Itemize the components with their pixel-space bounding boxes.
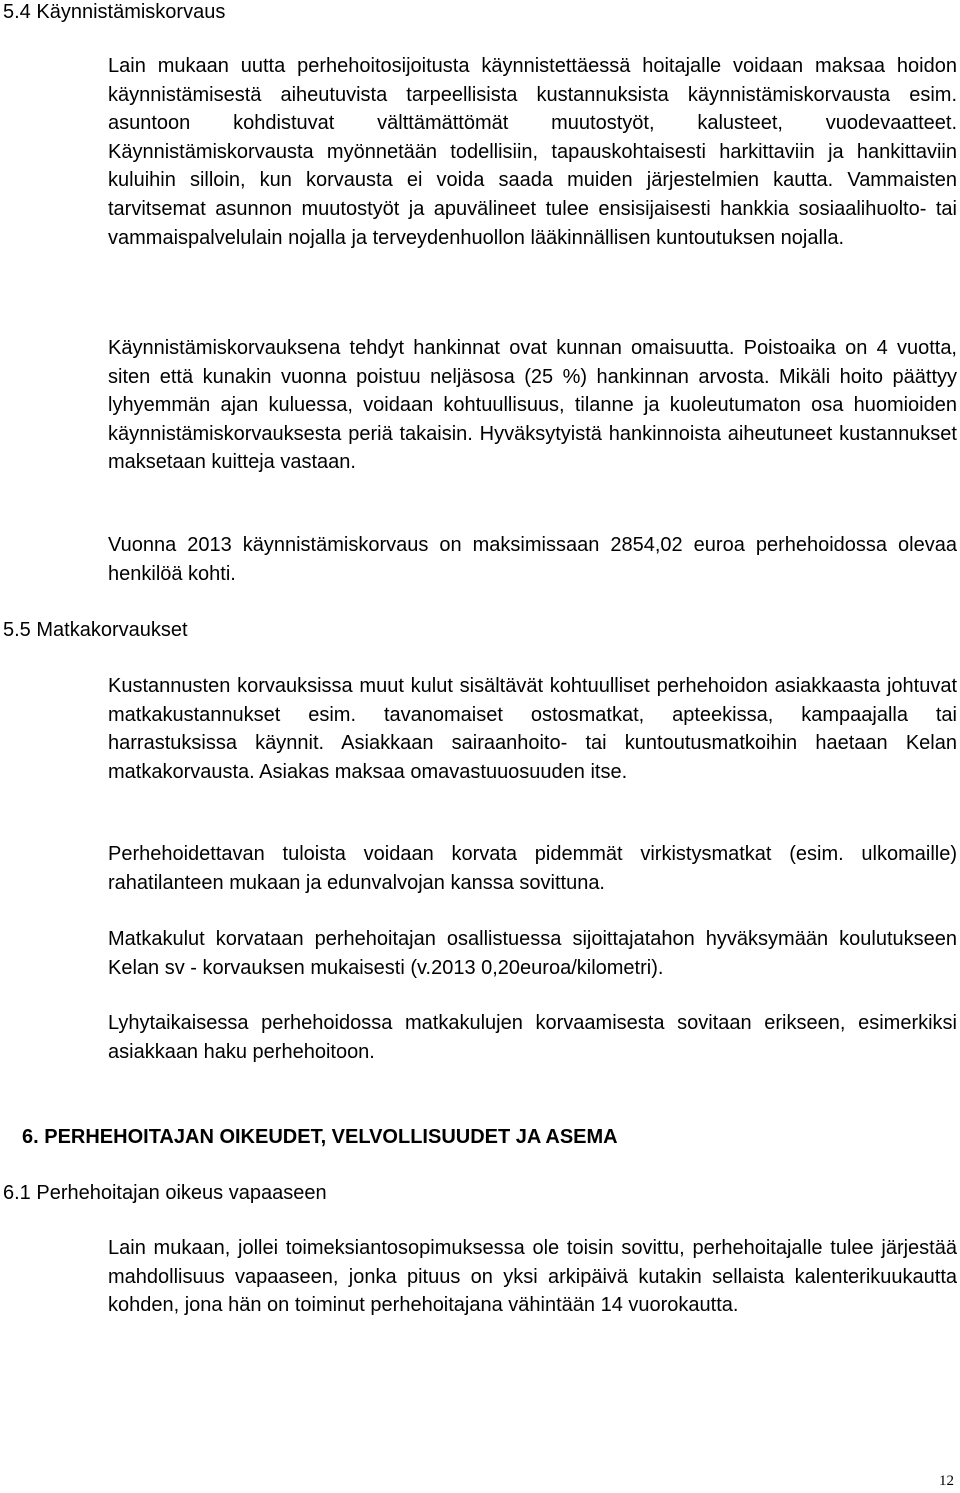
section-heading-5-5: 5.5 Matkakorvaukset [3, 619, 188, 641]
paragraph-training-travel: Matkakulut korvataan perhehoitajan osallistuessa sijoittajatahon hyväksymään koulutukseen Kelan sv - korvauksen mukaisesti (v.2013 0,20euroa/kilometri). [108, 928, 957, 979]
paragraph-short-term-care-travel: Lyhytaikaisessa perhehoidossa matkakulujen korvaamisesta sovitaan erikseen, esimerkiksi asiakkaan haku perhehoitoon. [108, 1012, 957, 1063]
paragraph-right-to-leave: Lain mukaan, jollei toimeksiantosopimuksessa ole toisin sovittu, perhehoitajalle tulee järjestää mahdollisuus vapaaseen, jonka pituus on yksi arkipäivä kutakin sellaista kalenterikuukautta kohden, jona hän on toiminut perhehoitajana vähintään 14 vuorokautta. [108, 1237, 957, 1317]
page-number: 12 [939, 1473, 954, 1489]
section-heading-5-4: 5.4 Käynnistämiskorvaus [3, 1, 226, 23]
paragraph-startup-compensation-intro: Lain mukaan uutta perhehoitosijoitusta käynnistettäessä hoitajalle voidaan maksaa hoidon käynnistämisestä aiheutuvista tarpeellisista kustannuksista käynnistämiskorvausta esim. asuntoon kohdistuvat välttämättömät muutostyöt, kalusteet, vuodevaatteet. Käynnistämiskorvausta myönnetään todellisiin, tapauskohtaisesti harkittaviin ja hankittaviin kuluihin silloin, kun korvausta ei voida saada muiden järjestelmien kautta. Vammaisten tarvitsemat asunnon muutostyöt ja apuvälineet tulee ensisijaisesti hankkia sosiaalihuolto- tai vammaispalvelulain nojalla ja terveydenhuollon lääkinnällisen kuntoutuksen nojalla. [108, 55, 957, 249]
section-heading-6: 6. PERHEHOITAJAN OIKEUDET, VELVOLLISUUDET JA ASEMA [22, 1126, 618, 1148]
paragraph-startup-maximum-2013: Vuonna 2013 käynnistämiskorvaus on maksimissaan 2854,02 euroa perhehoidossa olevaa henkilöä kohti. [108, 534, 957, 585]
paragraph-travel-costs-included: Kustannusten korvauksissa muut kulut sisältävät kohtuulliset perhehoidon asiakkaasta johtuvat matkakustannukset esim. tavanomaiset ostosmatkat, apteekissa, kampaajalla tai harrastuksissa käynnit. Asiakkaan sairaanhoito- tai kuntoutusmatkoihin haetaan Kelan matkakorvausta. Asiakas maksaa omavastuuosuuden itse. [108, 675, 957, 783]
paragraph-startup-purchases-ownership: Käynnistämiskorvauksena tehdyt hankinnat ovat kunnan omaisuutta. Poistoaika on 4 vuotta, siten että kunakin vuonna poistuu neljäsosa (25 %) hankinnan arvosta. Mikäli hoito päättyy lyhyemmän ajan kuluessa, voidaan kohtuullisuus, tilanne ja kuoleutumaton osa huomioiden käynnistämiskorvauksesta periä takaisin. Hyväksytyistä hankinnoista aiheutuneet kustannukset maksetaan kuitteja vastaan. [108, 337, 957, 474]
section-heading-6-1: 6.1 Perhehoitajan oikeus vapaaseen [3, 1182, 327, 1204]
paragraph-recreational-trips: Perhehoidettavan tuloista voidaan korvata pidemmät virkistysmatkat (esim. ulkomaille) rahatilanteen mukaan ja edunvalvojan kanssa sovittuna. [108, 843, 957, 894]
